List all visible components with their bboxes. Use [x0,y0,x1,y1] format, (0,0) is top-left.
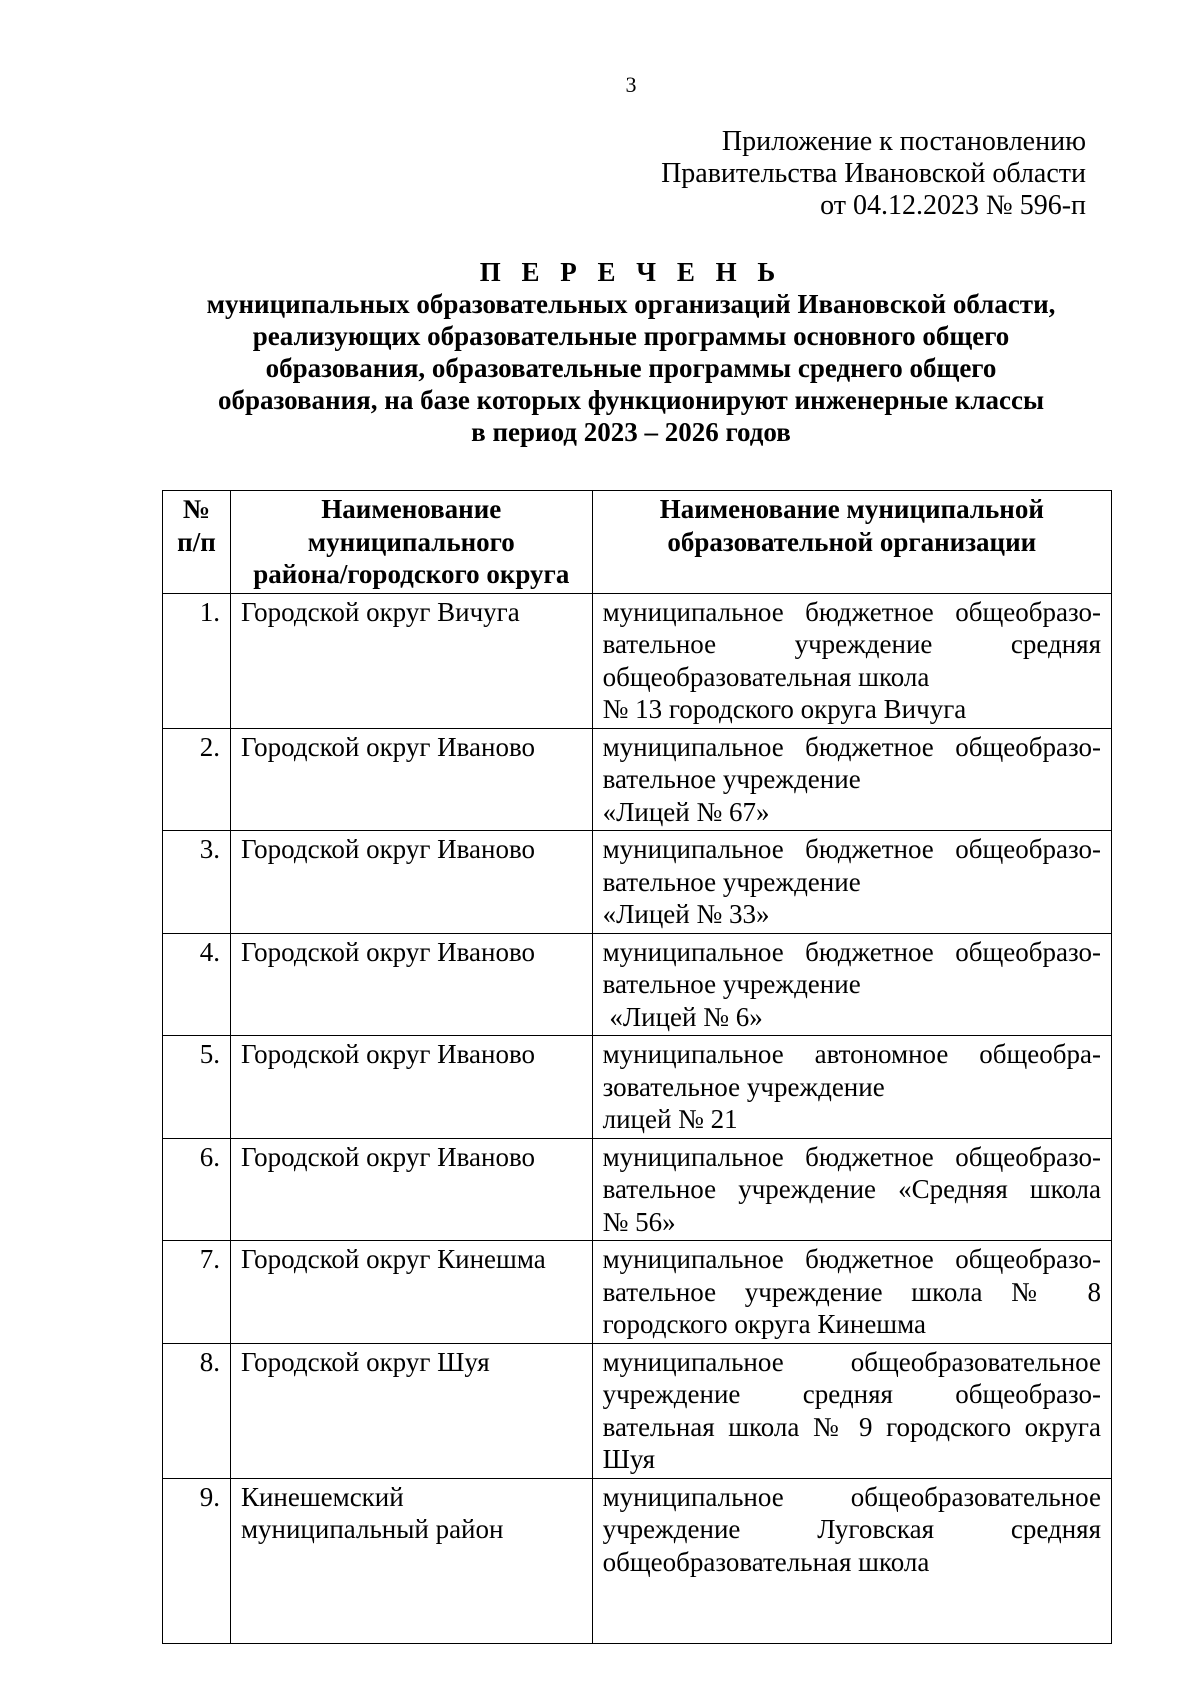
header-organization [592,491,1111,594]
row-organization [592,1138,1111,1241]
row-district [230,1478,592,1643]
district-line: Городской округ Иваново [240,936,536,967]
row-organization [592,1478,1111,1643]
row-number: 4. [163,933,231,1036]
district-line: Городской округ Шуя [240,1346,490,1377]
organization-line: «Лицей № 67» [602,796,770,827]
title-line-3: образования, образовательные программы среднего общего [265,353,997,383]
table-row [163,1138,1112,1241]
organization-line: учреждение Луговская средняя [602,1514,1101,1544]
row-organization [592,1036,1111,1139]
row-district [230,1343,592,1478]
district-line: муниципальный район [240,1514,504,1544]
header-organization-line-2: образовательной организации [667,526,1037,557]
row-number: 1. [163,593,231,728]
district-line: Городской округ Иваново [240,731,536,762]
organization-line: лицей № 21 [602,1104,738,1134]
organizations-table [162,490,1112,1644]
table-row [163,1036,1112,1139]
table-row [163,1478,1112,1643]
organization-line: вательное учреждение [602,764,861,794]
organization-line: общеобразовательная школа [602,661,930,692]
organization-line: «Лицей № 33» [602,899,770,929]
organization-line: общеобразовательная школа [602,1546,930,1577]
row-number: 8. [163,1343,231,1478]
organization-line: Шуя [602,1444,656,1474]
row-number: 9. [163,1478,231,1643]
organization-line: муниципальное бюджетное общеобразо- [602,1141,1101,1172]
row-number: 3. [163,831,231,934]
page-number: 3 [625,72,637,97]
table-row [163,831,1112,934]
district-line: Городской округ Иваново [240,834,536,864]
row-organization [592,593,1111,728]
organization-line: муниципальное бюджетное общеобразо- [602,936,1101,967]
row-district [230,831,592,934]
document-title [150,256,1112,448]
organization-line: учреждение средняя общеобразо- [602,1379,1101,1409]
organization-line: вательное учреждение [602,969,861,999]
row-organization [592,1241,1111,1344]
table-row [163,933,1112,1036]
organization-line: № 13 городского округа Вичуга [602,694,967,724]
table-row [163,1241,1112,1344]
header-district [230,491,592,594]
appendix-block [661,126,1086,222]
title-line-5: в период 2023 – 2026 годов [471,417,791,447]
organization-line: муниципальное общеобразовательное [602,1481,1101,1512]
district-line: Городской округ Вичуга [240,596,520,627]
header-number-line-2: п/п [177,526,216,557]
organization-line: вательное учреждение школа № 8 [602,1276,1101,1307]
row-organization [592,1343,1111,1478]
header-number [163,491,231,594]
organization-line: зовательное учреждение [602,1071,885,1102]
row-number: 6. [163,1138,231,1241]
row-organization [592,831,1111,934]
district-line: Городской округ Иваново [240,1141,536,1172]
organization-line: № 56» [602,1206,676,1237]
row-organization [592,728,1111,831]
row-organization [592,933,1111,1036]
header-number-line-1: № [182,494,211,524]
organization-line: муниципальное бюджетное общеобразо- [602,834,1101,864]
header-organization-line-1: Наименование муниципальной [659,494,1044,524]
organization-line: вательное учреждение [602,866,861,897]
district-line: Городской округ Иваново [240,1039,536,1069]
organization-line: вательная школа № 9 городского округа [602,1411,1101,1442]
organization-line: муниципальное бюджетное общеобразо- [602,731,1101,762]
table-row [163,1343,1112,1478]
organization-line: муниципальное бюджетное общеобразо- [602,596,1101,627]
row-district [230,593,592,728]
organization-line: муниципальное общеобразовательное [602,1346,1101,1377]
row-number: 2. [163,728,231,831]
row-district [230,728,592,831]
organization-line: вательное учреждение «Средняя школа [602,1174,1101,1204]
row-district [230,1036,592,1139]
header-district-line-1: Наименование [321,494,502,524]
table-row [163,728,1112,831]
appendix-line-3: от 04.12.2023 № 596-п [820,190,1086,221]
row-number: 7. [163,1241,231,1344]
title-line-1: муниципальных образовательных организаций Ивановской области, [206,289,1056,319]
table-row [163,593,1112,728]
header-district-line-3: района/городского округа [253,559,570,589]
title-heading: П Е Р Е Ч Е Н Ь [479,257,783,287]
table-header-row [163,491,1112,594]
district-line: Городской округ Кинешма [240,1244,546,1274]
title-line-4: образования, на базе которых функционируют инженерные классы [217,385,1045,415]
organization-line: вательное учреждение средняя [602,629,1101,659]
organization-line: муниципальное автономное общеобра- [602,1039,1101,1069]
row-district [230,1138,592,1241]
organization-line: муниципальное бюджетное общеобразо- [602,1244,1101,1274]
organization-line: «Лицей № 6» [602,1001,763,1032]
row-district [230,933,592,1036]
district-line: Кинешемский [240,1481,404,1512]
row-district [230,1241,592,1344]
appendix-line-1: Приложение к постановлению [721,126,1086,157]
header-district-line-2: муниципального [307,526,515,557]
appendix-line-2: Правительства Ивановской области [661,158,1086,189]
row-number: 5. [163,1036,231,1139]
organization-line: городского округа Кинешма [602,1309,926,1339]
title-line-2: реализующих образовательные программы основного общего [252,321,1010,351]
